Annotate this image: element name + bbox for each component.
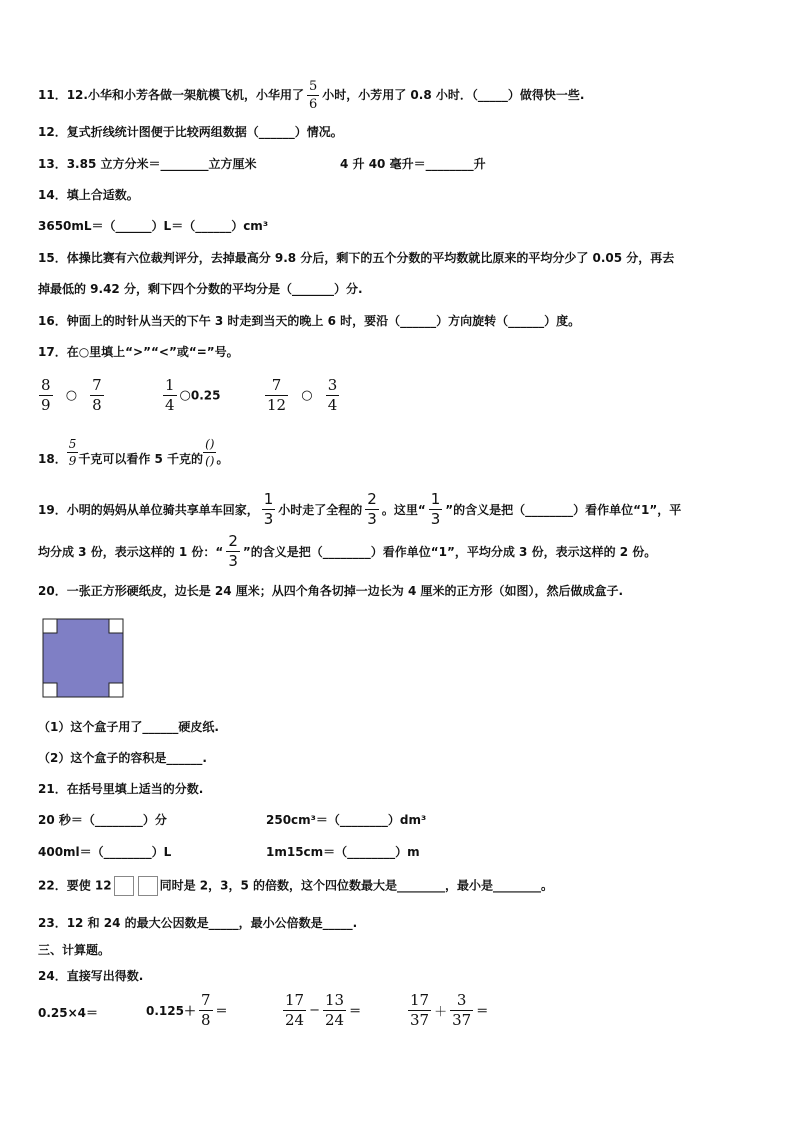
question-number: 12． (38, 125, 67, 139)
fraction: $\frac{5}{9}$ (68, 437, 77, 468)
question-24 (38, 967, 143, 985)
question-number: 11． (38, 88, 67, 102)
compare-circle: ○ (65, 388, 78, 403)
question-text: 12 和 24 的最大公因数是_____，最小公倍数是_____. (66, 916, 358, 930)
question-number: 17． (38, 345, 67, 359)
question-22: 22．要使 12 同时是 2，3，5 的倍数，这个四位数最大是________，最小是________。 (38, 876, 553, 896)
question-11 (38, 80, 584, 111)
conversion-item-3: 400ml＝（________）L (38, 845, 172, 859)
question-text: 填上合适数。 (66, 188, 139, 202)
fraction: $\frac{1}{4}$ (165, 376, 175, 414)
question-14 (38, 186, 139, 204)
square-cardboard-figure (42, 618, 124, 698)
question-text: 千克可以看作 5 千克的 (78, 452, 204, 466)
fraction: $\frac{2}{3}$ (228, 532, 238, 570)
fraction: $\frac{7}{8}$ (92, 376, 102, 414)
question-text: 复式折线统计图便于比较两组数据（______）情况。 (66, 125, 343, 139)
question-number: 19． (38, 503, 67, 517)
question-number: 22． (38, 878, 67, 893)
expression-3: $\frac{17}{24}$ − $\frac{13}{24}$ ＝ (285, 991, 362, 1029)
question-19-line-2: 均分成 3 份，表示这样的 1 份：“ $\frac{2}{3}$ ”的含义是把（________）看作单位“1”，平均分成 3 份，表示这样的 2 份。 (38, 532, 657, 570)
fraction: $\frac{17}{24}$ (285, 991, 305, 1029)
question-number: 16． (38, 314, 67, 328)
question-13-part-2: 4 升 40 毫升＝________升 (340, 157, 486, 171)
question-20-sub-2: （2）这个盒子的容积是______. (38, 751, 207, 765)
question-12 (38, 123, 343, 141)
compare-item-1 (36, 378, 107, 413)
question-text: 钟面上的时针从当天的下午 3 时走到当天的晚上 6 时，要沿（______）方向旋转（______）度。 (66, 314, 581, 328)
question-text: 在括号里填上适当的分数. (66, 782, 204, 796)
compare-circle: ○ (301, 388, 313, 403)
question-16 (38, 312, 580, 330)
fraction: $\frac{17}{37}$ (410, 991, 430, 1029)
corner-cut-bottom-left (43, 683, 57, 697)
fraction: $\frac{13}{24}$ (325, 991, 345, 1029)
question-20-sub-1: （1）这个盒子用了______硬皮纸. (38, 720, 219, 734)
question-text: 直接写出得数. (66, 969, 144, 983)
fraction: $\frac{8}{9}$ (41, 376, 51, 414)
operator: − (309, 1003, 320, 1018)
question-text: 小时，小芳用了 0.8 小时．（_____）做得快一些. (322, 88, 585, 102)
question-18: 18． $\frac{5}{9}$ 千克可以看作 5 千克的 $\frac{()}{()}$ 。 (38, 437, 229, 468)
corner-cut-top-right (109, 619, 123, 633)
question-13 (38, 155, 257, 173)
digit-box-1[interactable] (114, 876, 134, 896)
question-15 (38, 249, 674, 267)
operator: ＋ (434, 1005, 448, 1020)
question-20 (38, 582, 623, 600)
fraction: $\frac{5}{6}$ (308, 79, 318, 112)
blank-fraction: $\frac{()}{()}$ (205, 437, 215, 468)
question-14-line-2: 3650mL＝（______）L＝（______）cm³ (38, 219, 269, 233)
question-number: 23． (38, 916, 67, 930)
expression-1: 0.25×4＝ (38, 1006, 99, 1020)
digit-box-2[interactable] (138, 876, 158, 896)
question-text: 12.小华和小芳各做一架航模飞机，小华用了 (66, 88, 304, 102)
corner-cut-top-left (43, 619, 57, 633)
question-15-line-2: 掉最低的 9.42 分，剩下四个分数的平均分是（_______）分. (38, 282, 363, 296)
question-text: 在○里填上“>”“<”或“=”号。 (66, 345, 239, 359)
question-number: 14． (38, 188, 67, 202)
question-number: 24． (38, 969, 67, 983)
compare-item-2 (160, 378, 221, 413)
question-19: 19．小明的妈妈从单位骑共享单车回家， $\frac{1}{3}$ 小时走了全程的 $\frac{2}{3}$ 。这里“ $\frac{1}{3}$ ”的含义是把（________）看作单位“1”，平 (38, 490, 682, 528)
expression-2: 0.125＋ $\frac{7}{8}$ ＝ (146, 991, 228, 1029)
compare-circle: ○ (179, 388, 191, 403)
expression-4: $\frac{17}{37}$ ＋ $\frac{3}{37}$ ＝ (410, 991, 489, 1029)
question-23 (38, 914, 357, 932)
question-number: 13． (38, 157, 67, 171)
conversion-item-2: 250cm³＝（________）dm³ (266, 813, 427, 827)
fraction: $\frac{2}{3}$ (367, 490, 377, 528)
question-number: 18． (38, 452, 67, 466)
corner-cut-bottom-right (109, 683, 123, 697)
conversion-item-4: 1m15cm＝（________）m (266, 845, 420, 859)
fraction: $\frac{3}{37}$ (452, 991, 472, 1029)
compare-value: 0.25 (190, 388, 221, 403)
question-number: 21． (38, 782, 67, 796)
question-part: 3.85 立方分米＝________立方厘米 (66, 157, 257, 171)
compare-item-3 (262, 378, 342, 413)
fraction: $\frac{3}{4}$ (327, 376, 338, 414)
section-heading: 三、计算题。 (38, 943, 111, 957)
question-21 (38, 780, 203, 798)
fraction: $\frac{1}{3}$ (263, 490, 274, 528)
question-number: 15． (38, 251, 67, 265)
question-17 (38, 343, 239, 361)
fraction: $\frac{7}{12}$ (267, 376, 287, 414)
question-text: 体操比赛有六位裁判评分，去掉最高分 9.8 分后，剩下的五个分数的平均数就比原来的平均分少了 0.05 分，再去 (66, 251, 675, 265)
conversion-item-1: 20 秒＝（________）分 (38, 813, 167, 827)
question-number: 20． (38, 584, 67, 598)
fraction: $\frac{7}{8}$ (200, 991, 211, 1029)
fraction: $\frac{1}{3}$ (430, 490, 441, 528)
question-text: 一张正方形硬纸皮，边长是 24 厘米；从四个角各切掉一边长为 4 厘米的正方形（如图），然后做成盒子. (66, 584, 624, 598)
